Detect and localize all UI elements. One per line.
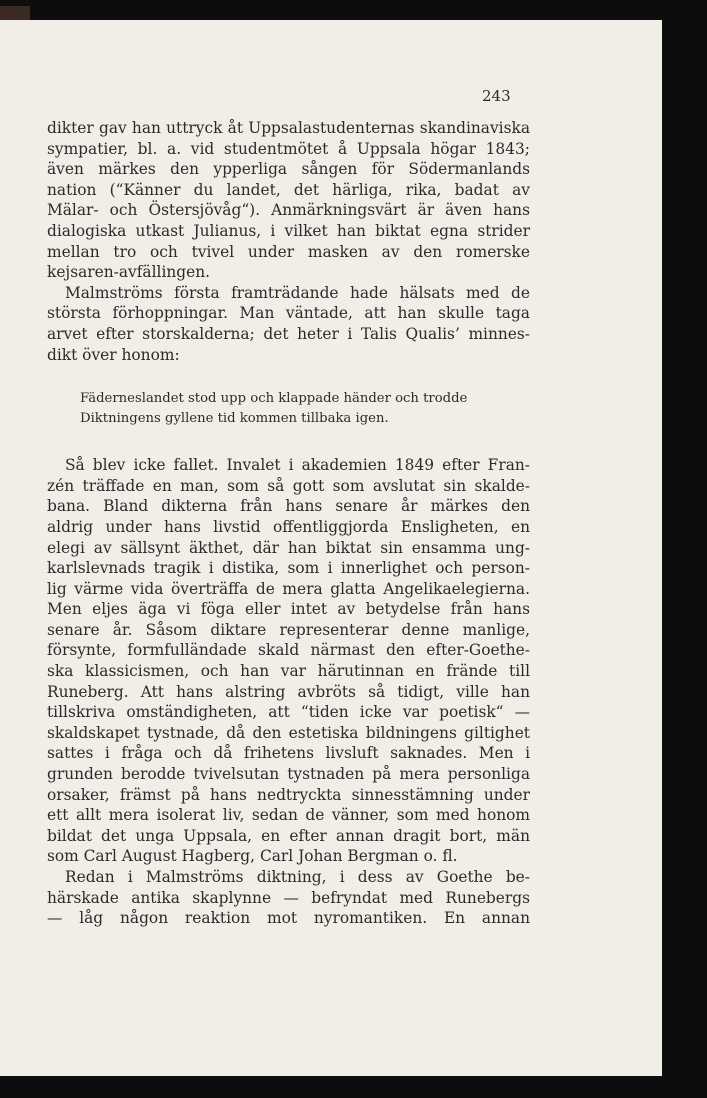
text-line: arvet efter storskalderna; det heter i Talis Qualis’ minnes- — [47, 324, 530, 343]
text-line: bildat det unga Uppsala, en efter annan dragit bort, män — [47, 826, 530, 845]
paragraph-1 — [47, 118, 530, 283]
text-line: dikt över honom: — [47, 345, 180, 364]
text-line: senare år. Såsom diktare representerar denne manlige, — [47, 620, 530, 639]
text-line: skaldskapet tystnade, då den estetiska bildningens giltighet — [47, 723, 530, 742]
text-line: Mälar- och Östersjövåg“). Anmärkningsvärt är även hans — [47, 201, 530, 220]
quote-line: Fäderneslandet stod upp och klappade händer och trodde — [80, 391, 468, 407]
text-line: försynte, formfulländade skald närmast den efter-Goethe- — [47, 641, 530, 660]
page-number: 243 — [482, 87, 511, 105]
text-line: mellan tro och tvivel under masken av den romerske — [47, 242, 530, 261]
text-line: Så blev icke fallet. Invalet i akademien 1849 efter Fran- — [65, 456, 530, 475]
text-line: orsaker, främst på hans nedtryckta sinnesstämning under — [47, 785, 530, 804]
text-line: zén träffade en man, som så gott som avslutat sin skalde- — [47, 476, 530, 495]
verse-quote — [47, 389, 530, 429]
paragraph-4 — [47, 867, 530, 929]
page-edge-mark — [0, 6, 30, 20]
text-line: sattes i fråga och då frihetens livsluft saknades. Men i — [47, 744, 530, 763]
quote-line: Diktningens gyllene tid kommen tillbaka igen. — [80, 411, 389, 427]
text-line: karlslevnads tragik i distika, som i innerlighet och person- — [47, 559, 530, 578]
text-line: dialogiska utkast Julianus, i vilket han biktat egna strider — [47, 221, 530, 240]
text-line: största förhoppningar. Man väntade, att han skulle taga — [47, 304, 530, 323]
text-line: sympatier, bl. a. vid studentmötet å Uppsala högar 1843; — [47, 139, 530, 158]
book-page — [0, 20, 662, 1076]
page-body — [47, 118, 530, 929]
text-line: Men eljes äga vi föga eller intet av betydelse från hans — [47, 600, 530, 619]
text-line: — låg någon reaktion mot nyromantiken. En annan — [47, 909, 530, 928]
text-line: ett allt mera isolerat liv, sedan de vänner, som med honom — [47, 806, 530, 825]
paragraph-2 — [47, 283, 530, 365]
text-line: tillskriva omständigheten, att “tiden icke var poetisk“ — — [47, 703, 530, 722]
text-line: härskade antika skaplynne — befryndat med Runebergs — [47, 888, 530, 907]
text-line: Redan i Malmströms diktning, i dess av Goethe be- — [65, 868, 530, 886]
paragraph-3 — [47, 455, 530, 867]
text-line: elegi av sällsynt äkthet, där han biktat sin ensamma ung- — [47, 538, 530, 557]
text-line: bana. Bland dikterna från hans senare år märkes den — [47, 497, 530, 516]
text-line: ska klassicismen, och han var härutinnan en frände till — [47, 662, 530, 681]
text-line: Runeberg. Att hans alstring avbröts så tidigt, ville han — [47, 682, 530, 701]
text-line: aldrig under hans livstid offentliggjorda Ensligheten, en — [47, 517, 530, 536]
text-line: kejsaren-avfällingen. — [47, 263, 211, 282]
text-line: Malmströms första framträdande hade hälsats med de — [65, 283, 530, 302]
text-line: dikter gav han uttryck åt Uppsalastudenternas skandinaviska — [47, 119, 530, 137]
text-line: som Carl August Hagberg, Carl Johan Bergman o. fl. — [47, 847, 458, 866]
text-line: grunden berodde tvivelsutan tystnaden på mera personliga — [47, 765, 530, 784]
text-line: nation (“Känner du landet, det härliga, rika, badat av — [47, 180, 530, 199]
text-line: även märkes den ypperliga sången för Södermanlands — [47, 160, 530, 179]
text-line: lig värme vida överträffa de mera glatta Angelikaelegierna. — [47, 579, 530, 598]
